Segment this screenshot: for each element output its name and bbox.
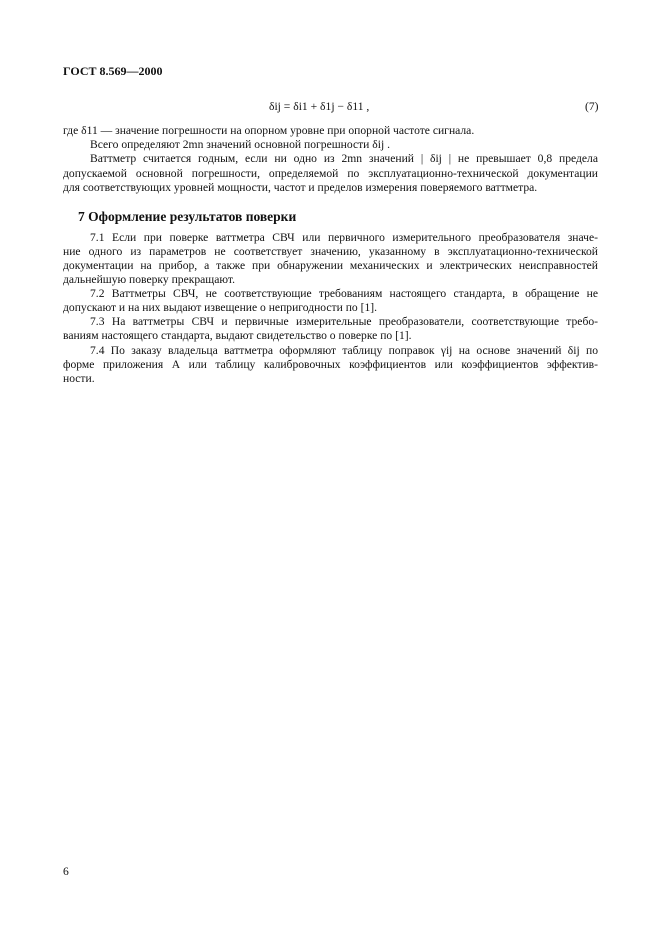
- text-line: документации на прибор, а также при обнаружении механических и электрических неисправностей: [63, 259, 598, 272]
- text-line: дальнейшую поверку прекращают.: [63, 273, 235, 286]
- formula: δij = δi1 + δ1j − δ11 ,: [269, 100, 370, 113]
- text-line: допускают и на них выдают извещение о непригодности по [1].: [63, 301, 378, 314]
- text-line: 7.1 Если при поверке ваттметра СВЧ или первичного измерительного преобразователя значе-: [90, 231, 598, 244]
- formula-number: (7): [585, 100, 599, 113]
- text-line: Ваттметр считается годным, если ни одно из 2mn значений | δij | не превышает 0,8 предела: [90, 152, 598, 165]
- text-line: допускаемой основной погрешности, определяемой по эксплуатационно-технической документации: [63, 167, 598, 180]
- where-line: где δ11 — значение погрешности на опорном уровне при опорной частоте сигнала.: [63, 124, 475, 137]
- text-line: ваниям настоящего стандарта, выдают свидетельство о поверке по [1].: [63, 329, 412, 342]
- text-line: для соответствующих уровней мощности, частот и пределов измерения поверяемого ваттметра.: [63, 181, 538, 194]
- text-line: 7.4 По заказу владельца ваттметра оформляют таблицу поправок γij на основе значений δij по: [90, 344, 598, 357]
- text-line: форме приложения А или таблицу калибровочных коэффициентов или коэффициентов эффектив-: [63, 358, 598, 371]
- text-line: 7.3 На ваттметры СВЧ и первичные измерительные преобразователи, соответствующие требо-: [90, 315, 598, 328]
- text-line: 7.2 Ваттметры СВЧ, не соответствующие требованиям настоящего стандарта, в обращение не: [90, 287, 598, 300]
- total-line: Всего определяют 2mn значений основной погрешности δij .: [90, 138, 390, 151]
- text-line: ности.: [63, 372, 95, 385]
- text-line: ние одного из параметров не соответствует значению, указанному в эксплуатационно-технической: [63, 245, 598, 258]
- page-number: 6: [63, 865, 69, 878]
- document-header: ГОСТ 8.569—2000: [63, 64, 163, 78]
- section-title: 7 Оформление результатов поверки: [78, 209, 297, 224]
